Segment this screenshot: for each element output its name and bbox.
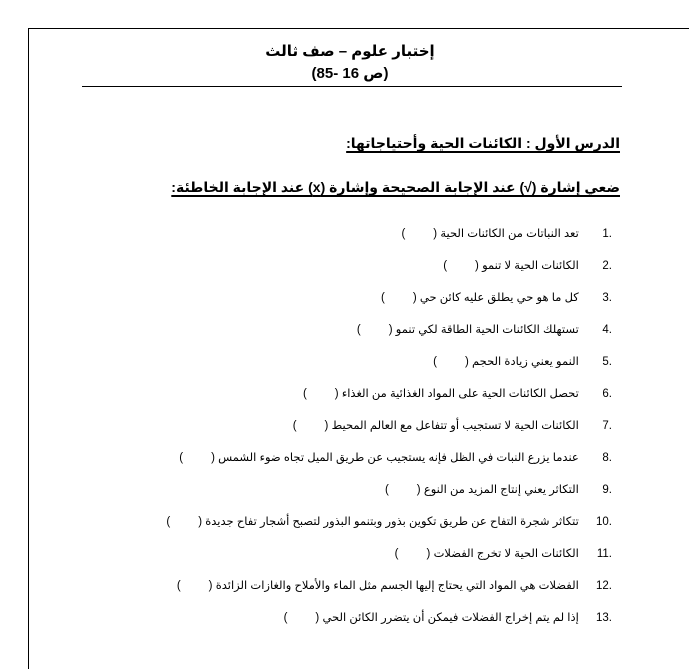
question-number: 13. bbox=[596, 612, 612, 624]
bracket-close: ) bbox=[394, 548, 399, 560]
answer-box[interactable] bbox=[166, 516, 202, 528]
question-text: إذا لم يتم إخراج الفضلات فيمكن أن يتضرر الكائن الحي bbox=[322, 612, 579, 624]
bracket-close: ) bbox=[401, 228, 406, 240]
bracket-close: ) bbox=[381, 292, 385, 304]
question-number: 2. bbox=[602, 260, 612, 272]
question-text: الفضلات هي المواد التي يحتاج إليها الجسم مثل الماء والأملاح والغازات الزائدة bbox=[215, 580, 579, 592]
title-divider bbox=[82, 86, 622, 87]
bracket-open: ( bbox=[315, 612, 320, 624]
question-item bbox=[177, 578, 612, 592]
instruction: ضعي إشارة (√) عند الإجابة الصحيحة وإشارة (x) عند الإجابة الخاطئة: bbox=[171, 179, 620, 195]
question-number: 3. bbox=[602, 292, 612, 304]
question-number: 10. bbox=[596, 516, 612, 528]
bracket-open: ( bbox=[211, 452, 215, 464]
bracket-close: ) bbox=[166, 516, 171, 528]
question-item bbox=[433, 354, 612, 368]
question-number: 8. bbox=[602, 452, 612, 464]
answer-box[interactable] bbox=[395, 548, 431, 560]
question-number: 1. bbox=[602, 228, 612, 240]
answer-box[interactable] bbox=[385, 484, 421, 496]
page-border bbox=[28, 28, 689, 669]
answer-box[interactable] bbox=[284, 612, 320, 624]
answer-box[interactable] bbox=[357, 324, 393, 336]
bracket-open: ( bbox=[426, 548, 431, 560]
question-item bbox=[303, 386, 612, 400]
bracket-open: ( bbox=[198, 516, 203, 528]
bracket-close: ) bbox=[176, 580, 181, 592]
answer-box[interactable] bbox=[179, 452, 215, 464]
bracket-close: ) bbox=[292, 420, 297, 432]
bracket-open: ( bbox=[475, 260, 479, 272]
answer-box[interactable] bbox=[433, 356, 469, 368]
question-item bbox=[395, 546, 612, 560]
question-number: 6. bbox=[602, 388, 612, 400]
question-item bbox=[166, 514, 612, 528]
bracket-open: ( bbox=[208, 580, 213, 592]
bracket-close: ) bbox=[384, 484, 389, 496]
bracket-open: ( bbox=[334, 388, 339, 400]
question-number: 5. bbox=[602, 356, 612, 368]
question-text: تعد النباتات من الكائنات الحية bbox=[440, 228, 579, 240]
bracket-open: ( bbox=[416, 484, 421, 496]
question-text: الكائنات الحية لا تنمو bbox=[482, 260, 579, 272]
question-item bbox=[357, 322, 612, 336]
question-item bbox=[443, 258, 612, 272]
bracket-close: ) bbox=[283, 612, 288, 624]
bracket-open: ( bbox=[324, 420, 329, 432]
question-text: تحصل الكائنات الحية على المواد الغذائية من الغذاء bbox=[341, 388, 579, 400]
bracket-close: ) bbox=[433, 356, 437, 368]
question-text: النمو يعني زيادة الحجم bbox=[472, 356, 579, 368]
document-title: إختبار علوم – صف ثالث bbox=[265, 43, 435, 60]
question-text: تتكاثر شجرة التفاح عن طريق تكوين بذور وبتنمو البذور لتصبح أشجار تفاح جديدة bbox=[205, 516, 579, 528]
question-number: 9. bbox=[602, 484, 612, 496]
question-item bbox=[284, 610, 612, 624]
bracket-open: ( bbox=[388, 324, 393, 336]
answer-box[interactable] bbox=[303, 388, 339, 400]
question-number: 7. bbox=[602, 420, 612, 432]
bracket-close: ) bbox=[356, 324, 361, 336]
bracket-open: ( bbox=[412, 292, 417, 304]
question-text: كل ما هو حي يطلق عليه كائن حي bbox=[419, 292, 579, 304]
answer-box[interactable] bbox=[381, 292, 417, 304]
question-item bbox=[293, 418, 612, 432]
question-text: الكائنات الحية لا تخرج الفضلات bbox=[433, 548, 579, 560]
question-item bbox=[385, 482, 612, 496]
question-item bbox=[401, 226, 612, 240]
bracket-close: ) bbox=[443, 260, 448, 272]
lesson-title: الدرس الأول : الكائنات الحية وأحتياجاتها: bbox=[346, 135, 620, 151]
question-number: 4. bbox=[602, 324, 612, 336]
answer-box[interactable] bbox=[177, 580, 213, 592]
bracket-open: ( bbox=[464, 356, 469, 368]
question-text: تستهلك الكائنات الحية الطاقة لكي تنمو bbox=[395, 324, 579, 336]
bracket-close: ) bbox=[302, 388, 307, 400]
bracket-close: ) bbox=[179, 452, 184, 464]
bracket-open: ( bbox=[433, 228, 438, 240]
question-text: التكاثر يعني إنتاج المزيد من النوع bbox=[423, 484, 579, 496]
question-item bbox=[381, 290, 612, 304]
question-number: 12. bbox=[596, 580, 612, 592]
question-text: عندما يزرع النبات في الظل فإنه يستجيب عن طريق الميل تجاه ضوء الشمس bbox=[218, 452, 579, 464]
page-range: (ص 16 -85) bbox=[311, 65, 389, 82]
question-item bbox=[179, 450, 612, 464]
answer-box[interactable] bbox=[401, 228, 437, 240]
answer-box[interactable] bbox=[293, 420, 329, 432]
question-text: الكائنات الحية لا تستجيب أو تتفاعل مع العالم المحيط bbox=[331, 420, 579, 432]
answer-box[interactable] bbox=[443, 260, 479, 272]
question-number: 11. bbox=[596, 548, 612, 560]
